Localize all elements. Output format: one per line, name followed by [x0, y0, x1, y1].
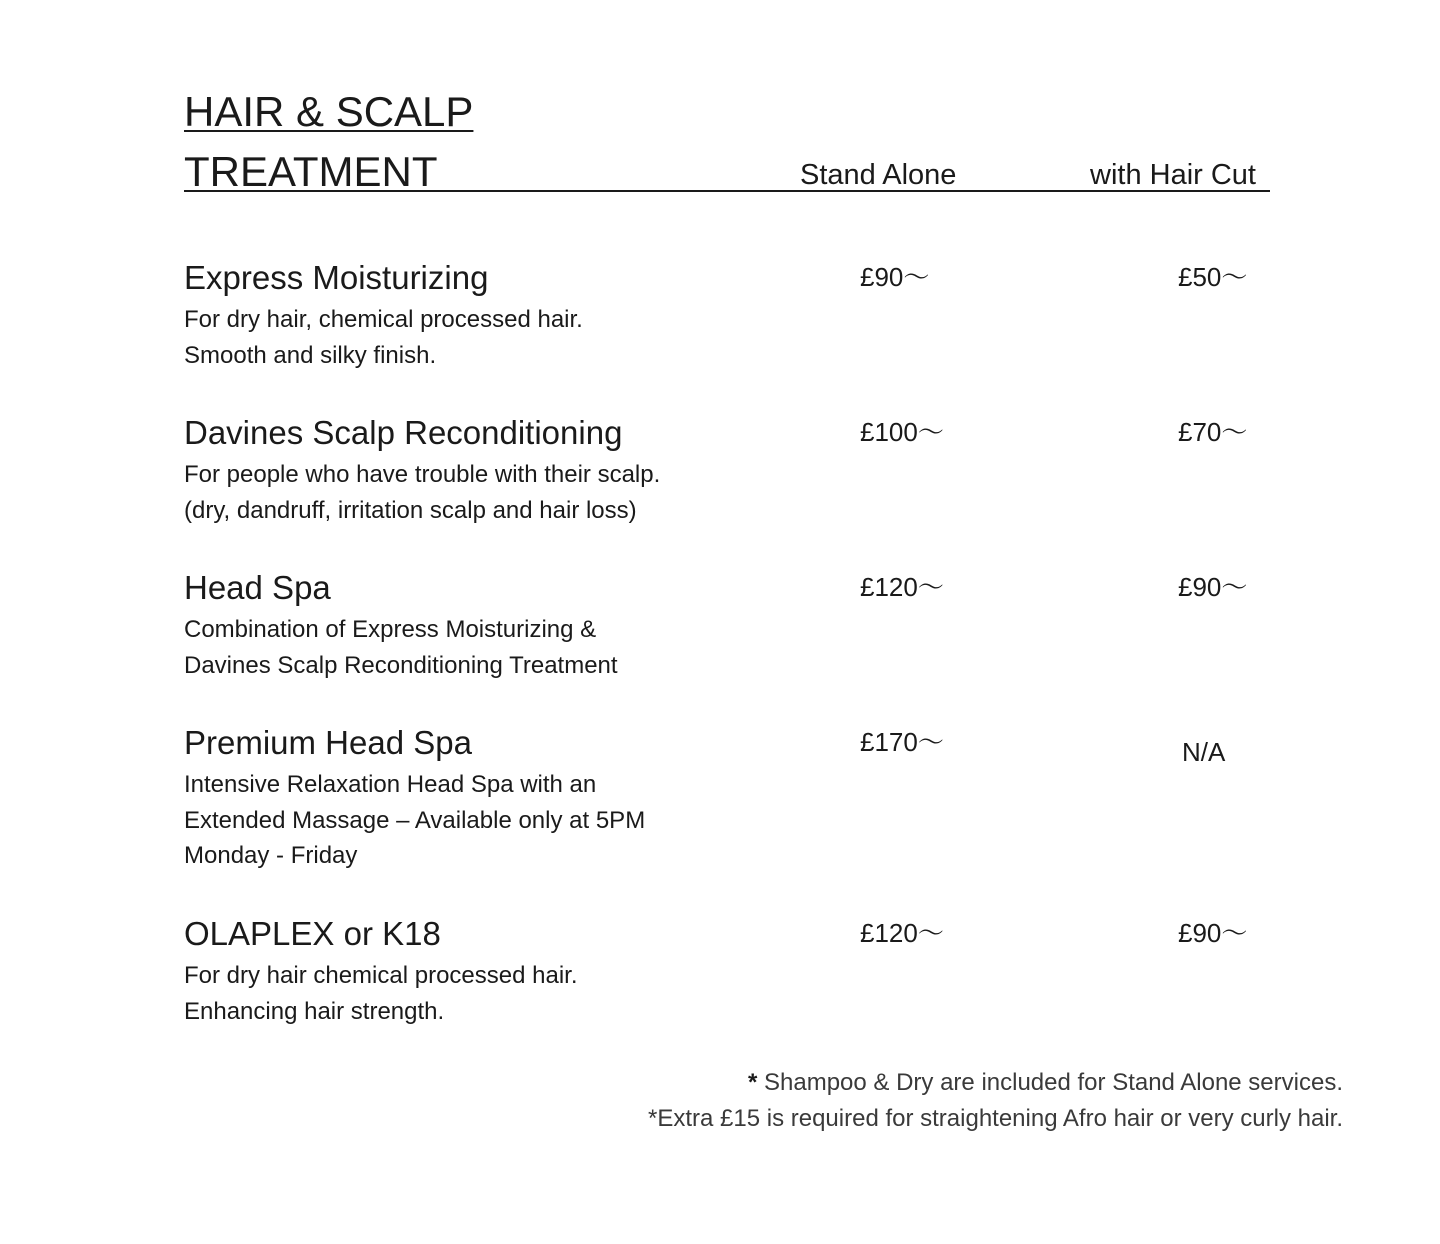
price-stand-alone: £120～: [860, 572, 944, 602]
price-with-hair-cut: £50～: [1178, 262, 1248, 292]
description-line: Combination of Express Moisturizing &: [184, 616, 597, 643]
description-line: Smooth and silky finish.: [184, 341, 437, 369]
footnote-afro-hair: *Extra £15 is required for straightening Afro hair or very curly hair.: [648, 1105, 1343, 1132]
treatment-description: [184, 958, 1284, 1029]
treatment-item: [184, 914, 1284, 1029]
footnote-shampoo: [748, 1068, 1343, 1098]
description-line: Intensive Relaxation Head Spa with an: [184, 771, 597, 798]
footnote-text: Shampoo & Dry are included for Stand Alone services.: [757, 1069, 1343, 1096]
description-line: Extended Massage – Available only at 5PM: [184, 806, 646, 834]
price-stand-alone: £90～: [860, 262, 930, 292]
treatment-description: [184, 302, 1284, 373]
description-line: Davines Scalp Reconditioning Treatment: [184, 651, 618, 679]
treatment-name: Express Moisturizing: [184, 259, 489, 296]
description-line: Monday - Friday: [184, 842, 358, 869]
footnote-asterisk: *: [748, 1069, 758, 1096]
price-with-hair-cut: £90～: [1178, 918, 1248, 948]
price-stand-alone: £170～: [860, 727, 944, 757]
treatment-item: [184, 413, 1284, 528]
description-line: (dry, dandruff, irritation scalp and hair loss): [184, 496, 637, 524]
column-header-with-hair-cut: with Hair Cut: [1090, 159, 1256, 191]
header-divider: [184, 190, 1270, 192]
price-with-hair-cut: £90～: [1178, 572, 1248, 602]
description-line: For dry hair, chemical processed hair.: [184, 306, 583, 333]
treatment-name: OLAPLEX or K18: [184, 915, 441, 952]
price-with-hair-cut: N/A: [1182, 737, 1226, 767]
treatment-name: Head Spa: [184, 569, 331, 606]
treatment-item: [184, 568, 1284, 683]
column-header-stand-alone: Stand Alone: [800, 159, 957, 191]
description-line: For dry hair chemical processed hair.: [184, 962, 578, 989]
price-with-hair-cut: £70～: [1178, 417, 1248, 447]
page-title-line-2: TREATMENT: [184, 148, 438, 195]
treatment-description: [184, 612, 1284, 683]
treatment-item: [184, 723, 1284, 874]
price-stand-alone: £120～: [860, 918, 944, 948]
description-line: Enhancing hair strength.: [184, 997, 445, 1025]
price-stand-alone: £100～: [860, 417, 944, 447]
page-title-line-1: HAIR & SCALP: [184, 88, 474, 135]
treatment-description: [184, 767, 1284, 874]
description-line: For people who have trouble with their scalp.: [184, 461, 661, 488]
treatment-description: [184, 457, 1284, 528]
treatment-item: [184, 258, 1284, 373]
treatment-name: Davines Scalp Reconditioning: [184, 414, 623, 451]
treatment-name: Premium Head Spa: [184, 724, 472, 761]
